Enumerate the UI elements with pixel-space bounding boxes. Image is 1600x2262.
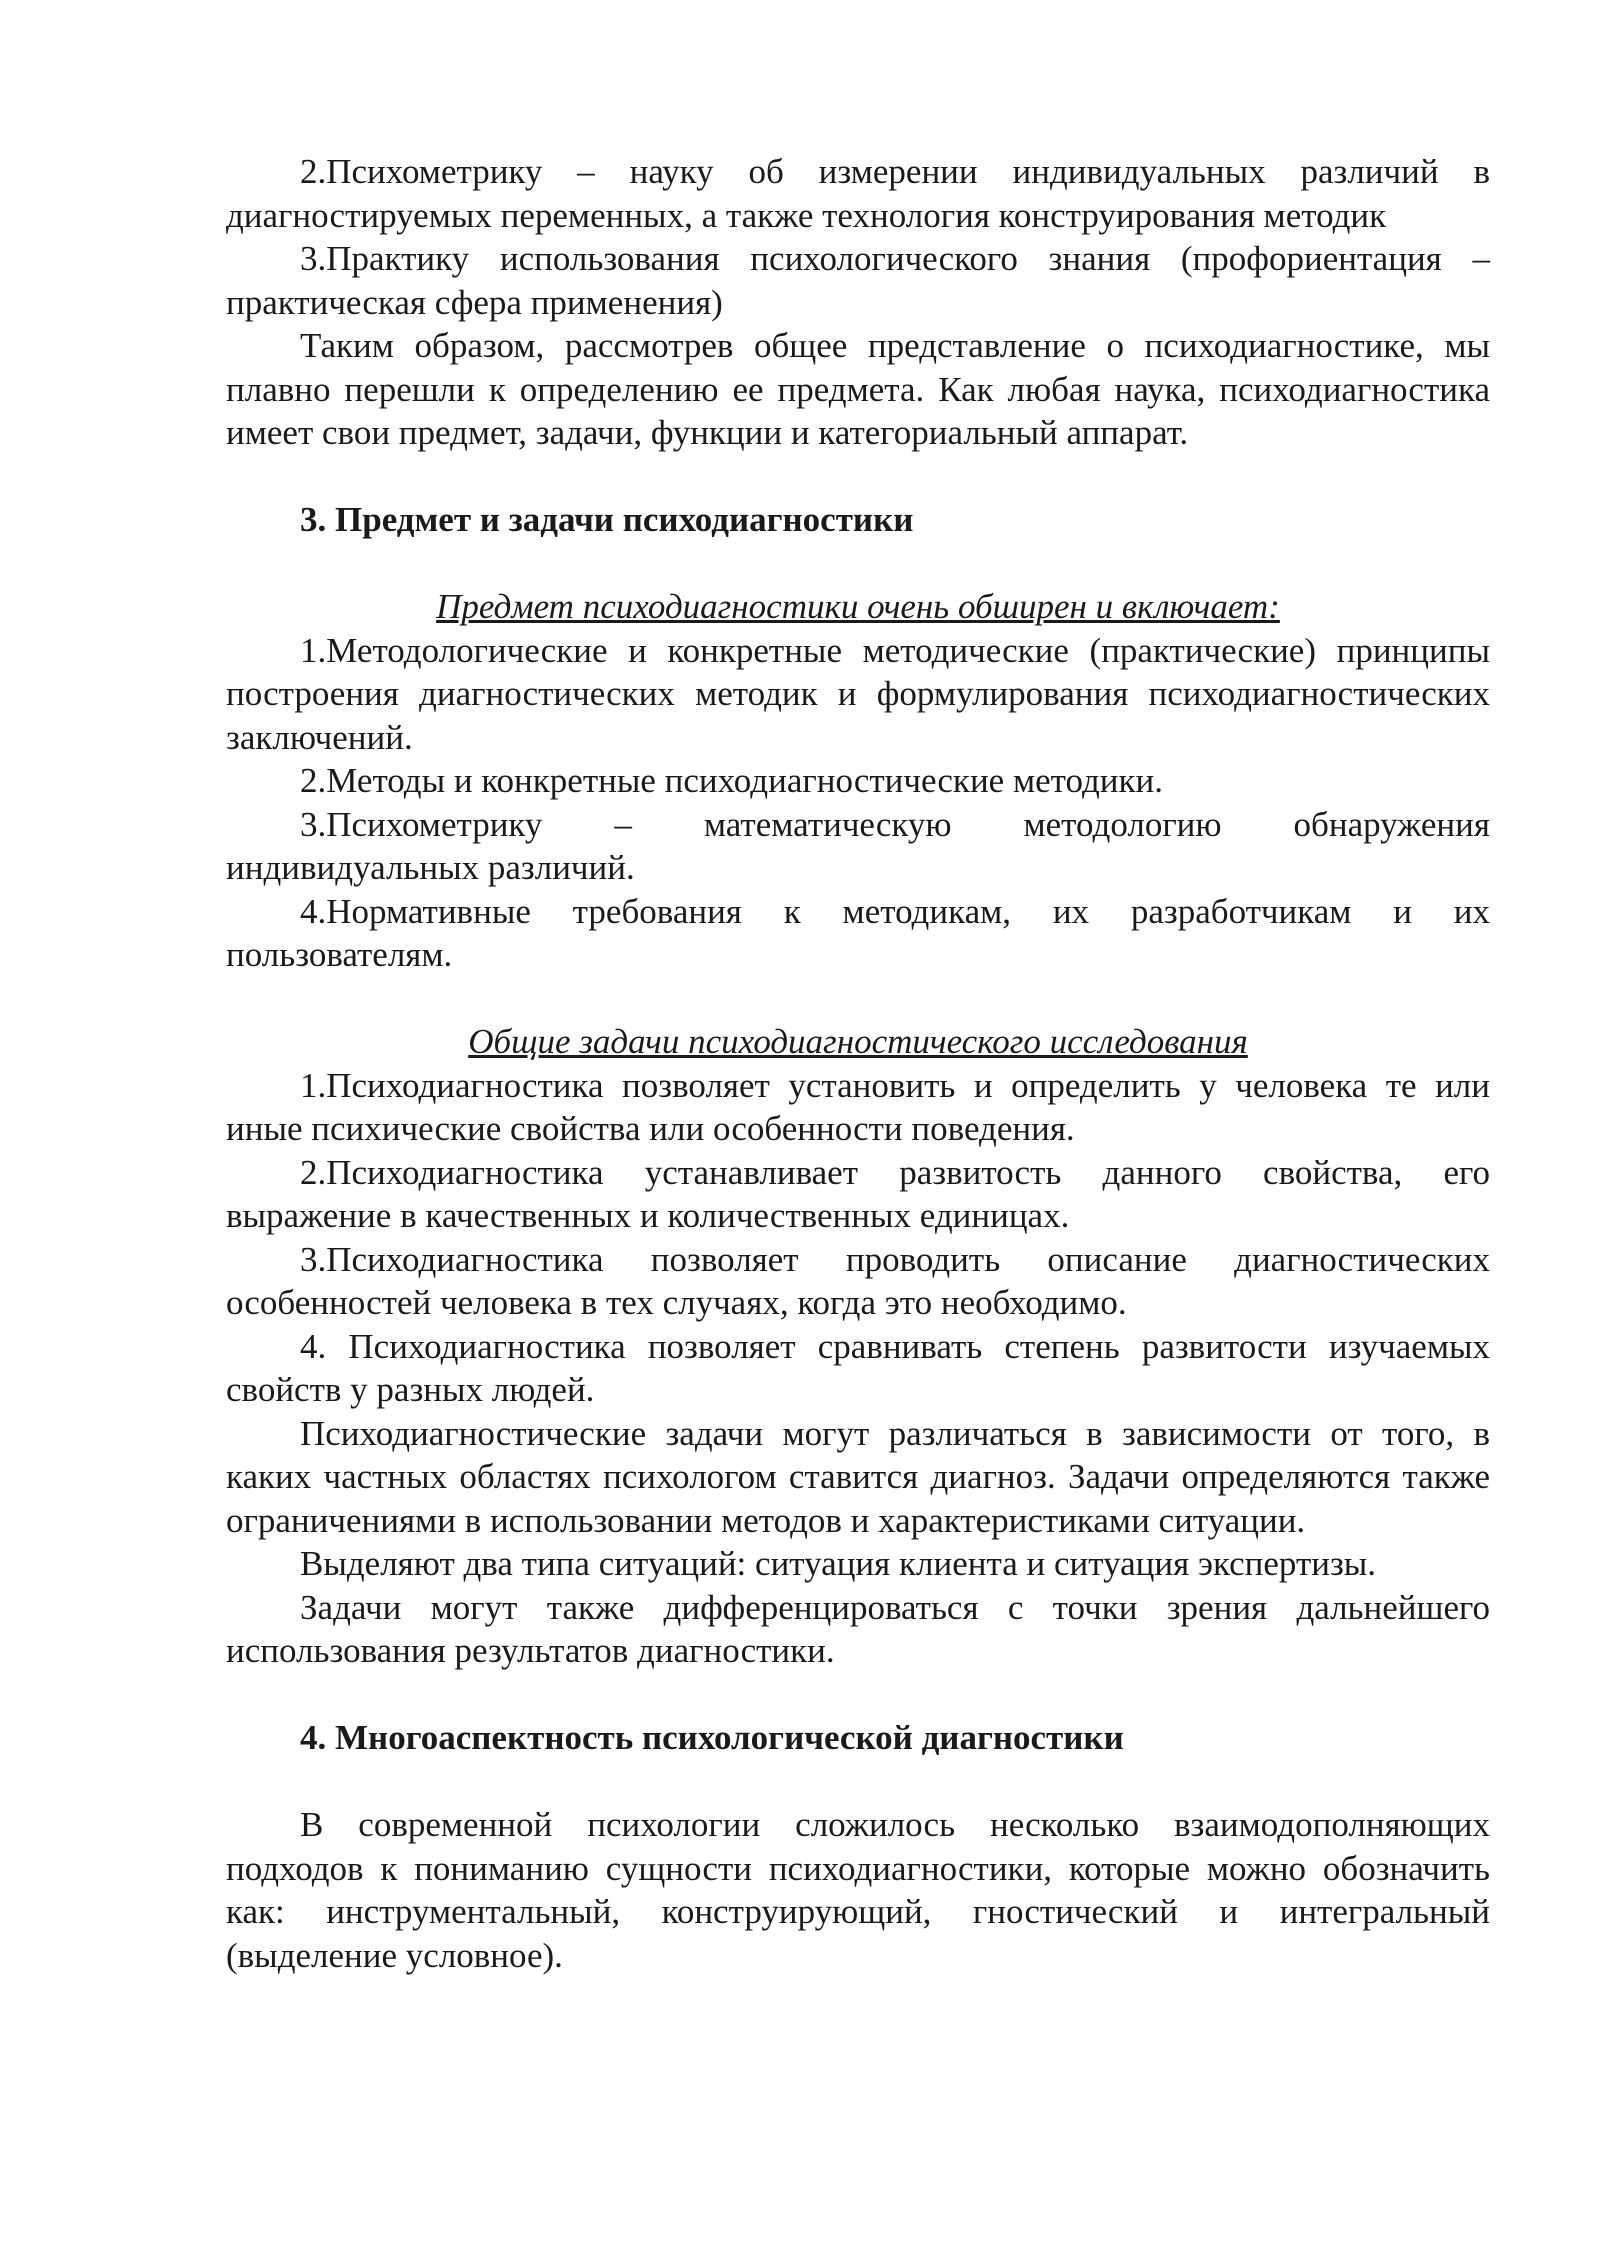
list-item: 1.Методологические и конкретные методические (практические) принципы построения диагностических методик и формулирования психодиагностических заключений. — [226, 630, 1490, 757]
list-item: 2.Методы и конкретные психодиагностические методики. — [300, 761, 1163, 800]
spacer — [226, 1760, 1490, 1804]
spacer — [226, 455, 1490, 499]
list-item: 1.Психодиагностика позволяет установить и определить у человека те или иные психические свойства или особенности поведения. — [226, 1065, 1490, 1148]
section-3-heading: 3. Предмет и задачи психодиагностики — [300, 500, 914, 539]
spacer — [226, 542, 1490, 586]
paragraph: В современной психологии сложилось несколько взаимодополняющих подходов к пониманию сущности психодиагностики, которые можно обозначить как: инструментальный, конструирующий, гностический и интегральный (выделение условное). — [226, 1805, 1490, 1975]
list-item: 3.Психометрику – математическую методологию обнаружения индивидуальных различий. — [226, 804, 1490, 887]
spacer — [226, 977, 1490, 1021]
list-item: 2.Психодиагностика устанавливает развитость данного свойства, его выражение в качественных и количественных единицах. — [226, 1152, 1490, 1235]
paragraph: Выделяют два типа ситуаций: ситуация клиента и ситуация экспертизы. — [300, 1544, 1377, 1583]
paragraph: 2.Психометрику – науку об измерении индивидуальных различий в диагностируемых переменных, а также технология конструирования методик — [226, 152, 1490, 235]
paragraph: Задачи могут также дифференцироваться с точки зрения дальнейшего использования результатов диагностики. — [226, 1587, 1490, 1670]
list-item: 4. Психодиагностика позволяет сравнивать степень развитости изучаемых свойств у разных людей. — [226, 1326, 1490, 1409]
paragraph: Таким образом, рассмотрев общее представление о психодиагностике, мы плавно перешли к определению ее предмета. Как любая наука, психодиагностика имеет свои предмет, задачи, функции и категориальный аппарат. — [226, 326, 1490, 452]
list-item: 3.Психодиагностика позволяет проводить описание диагностических особенностей человека в тех случаях, когда это необходимо. — [226, 1239, 1490, 1322]
paragraph: Психодиагностические задачи могут различаться в зависимости от того, в каких частных областях психологом ставится диагноз. Задачи определяются также ограничениями в использовании методов и характеристиками ситуации. — [226, 1413, 1490, 1540]
paragraph: 3.Практику использования психологического знания (профориентация – практическая сфера применения) — [226, 239, 1490, 322]
tasks-subheading: Общие задачи психодиагностического исследования — [468, 1022, 1248, 1061]
spacer — [226, 1673, 1490, 1717]
subject-subheading: Предмет психодиагностики очень обширен и включает: — [436, 587, 1280, 626]
list-item: 4.Нормативные требования к методикам, их разработчикам и их пользователям. — [226, 891, 1490, 974]
section-4-heading: 4. Многоаспектность психологической диагностики — [300, 1718, 1124, 1757]
